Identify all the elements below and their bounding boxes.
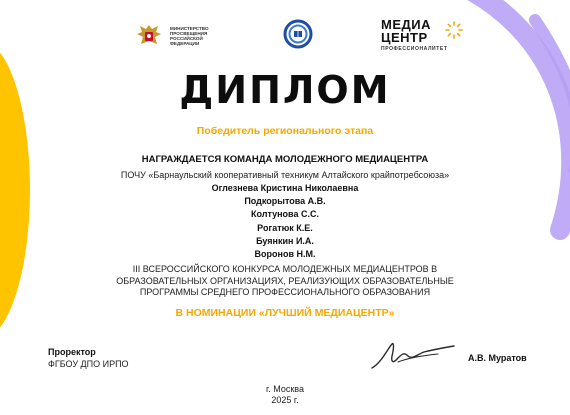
eagle-emblem-icon — [134, 22, 164, 50]
team-member: Оглезнева Кристина Николаевна — [211, 183, 359, 193]
handwritten-signature — [368, 338, 458, 372]
team-member: Подкорытова А.В. — [244, 196, 326, 207]
team-member: Рогатюк К.Е. — [257, 222, 313, 233]
ministry-logo-text: МИНИСТЕРСТВО ПРОСВЕЩЕНИЯ РОССИЙСКОЙ ФЕДЕРАЦИИ — [170, 25, 209, 47]
issue-place: г. Москва — [266, 384, 304, 394]
diploma-subtitle: Победитель регионального этапа — [196, 125, 374, 137]
contest-description: III ВСЕРОССИЙСКОГО КОНКУРСА МОЛОДЕЖНЫХ МЕДИАЦЕНТРОВ В ОБРАЗОВАТЕЛЬНЫХ ОРГАНИЗАЦИЯХ, РЕАЛИЗУЮЩИХ ОБРАЗОВАТЕЛЬНЫЕ ПРОГРАММЫ СРЕДНЕГО ПРОФЕССИОНАЛЬНОГО ОБРАЗОВАНИЯ — [116, 264, 454, 297]
award-line: НАГРАЖДАЕТСЯ КОМАНДА МОЛОДЕЖНОГО МЕДИАЦЕНТРА — [141, 154, 429, 165]
signer-name: А.В. Муратов — [468, 353, 527, 363]
sunburst-icon — [445, 21, 463, 39]
team-member: Воронов Н.М. — [254, 249, 316, 260]
ministry-logo — [134, 22, 224, 50]
media-center-logo — [381, 18, 471, 54]
organization-name: ПОЧУ «Барнаульский кооперативный техникум Алтайского крайпотребсоюза» — [120, 170, 450, 180]
team-members-list — [0, 182, 570, 261]
issue-year: 2025 г. — [271, 395, 299, 405]
team-member: Колтунова С.С. — [251, 209, 319, 220]
signer-organization: ФГБОУ ДПО ИРПО — [48, 359, 129, 369]
media-logo-line2: ЦЕНТР — [381, 30, 428, 45]
signer-role: Проректор — [48, 347, 96, 357]
irpo-ring-logo-icon — [283, 19, 313, 49]
media-logo-line3: ПРОФЕССИОНАЛИТЕТ — [381, 46, 448, 52]
media-logo-line1: МЕДИА — [381, 17, 431, 32]
diploma-title: ДИПЛОМ — [179, 68, 391, 112]
team-member: Буянкин И.А. — [256, 235, 314, 246]
nomination-title: В НОМИНАЦИИ «ЛУЧШИЙ МЕДИАЦЕНТР» — [175, 307, 395, 319]
